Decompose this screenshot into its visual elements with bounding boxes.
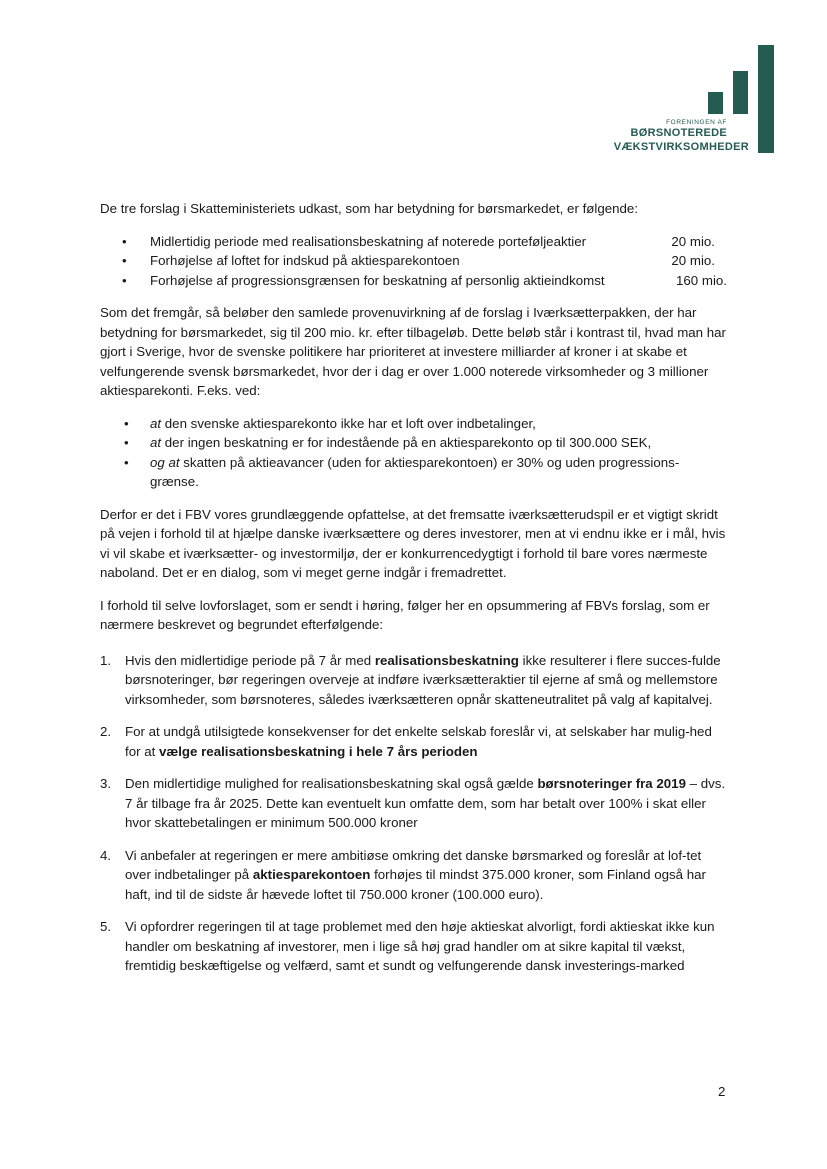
item-number: 2. <box>100 724 112 739</box>
logo-line-1: FORENINGEN AF <box>666 119 727 126</box>
item-bold: vælge realisationsbeskatning i hele 7 års perioden <box>159 743 478 759</box>
emphasis: at <box>150 415 162 431</box>
emphasis: og at <box>150 454 180 470</box>
bullet-icon: • <box>124 454 129 470</box>
proposal-amount: 160 mio. <box>676 272 727 288</box>
proposal-list <box>100 232 727 291</box>
intro-paragraph: De tre forslag i Skatteministeriets udkast, som har betydning for børsmarkedet, er følgende: <box>100 201 639 216</box>
sweden-item <box>100 414 727 434</box>
recommendation-item <box>100 917 727 976</box>
fbv-logo <box>612 44 777 156</box>
page-number: 2 <box>718 1084 726 1099</box>
logo-bar-1 <box>708 92 723 114</box>
proposal-text: Forhøjelse af loftet for indskud på aktiesparekontoen <box>150 253 460 268</box>
sweden-paragraph: Som det fremgår, så beløber den samlede provenuvirkning af de forslag i Iværksætterpakken, der har betydning for børsmarkedet, sig til 200 mio. kr. efter tilbageløb. Dette beløb står i kontrast til, hvad man har gjort i Sverige, hvor de svenske politikere har prioriteret at investere milliarder af kroner i at skabe et velfungerende svensk børsmarkedet, hvor der i dag er over 1.000 noterede virksomheder og 3 millioner aktiesparekonti. F.eks. ved: <box>100 305 726 398</box>
proposal-amount: 20 mio. <box>671 253 715 268</box>
proposal-text: Midlertidig periode med realisationsbeskatning af noterede porteføljeaktier <box>150 233 587 249</box>
recommendation-list <box>100 651 727 976</box>
item-bold: børsnoteringer fra 2019 <box>537 776 686 791</box>
fbv-opinion-paragraph: Derfor er det i FBV vores grundlæggende opfattelse, at det fremsatte iværksætterudspil er et vigtigt skridt på vejen i forhold til at hjælpe danske iværksættere og deres investorer, men at vi endnu ikke er i mål, hvis vi vil skabe et iværksætter- og investormiljø, der er konkurrencedygtigt i forhold til bare vores nærmeste naboland. Det er en dialog, som vi meget gerne indgår i fremadrettet. <box>100 506 726 580</box>
item-text-after: forhøjes til mindst 375.000 kroner, som Finland også har haft, ind til de sidste år hævede loftet til 750.000 kroner (100.000 euro). <box>125 867 706 902</box>
bullet-icon: • <box>122 272 127 288</box>
sweden-text: skatten på aktieavancer (uden for aktiesparekontoen) er 30% og uden progressions-grænse. <box>150 454 680 489</box>
item-text: Vi opfordrer regeringen til at tage problemet med den høje aktieskat alvorligt, fordi aktieskat ikke kun handler om beskatning af investorer, men i lige så høj grad handler om at sikre kapital til vækst, fremtidig beskæftigelse og velfærd, samt et sundt og velfungerende dansk investerings-marked <box>125 919 715 973</box>
item-text-after: ikke resulterer i flere succes-fulde børsnoteringer, bør regeringen overveje at indføre iværksætteraktier til ejerne af små og mellemstore virksomheder, som børsnoteres, således iværksætteren opnår skatteneutralitet på valg af kapitalvej. <box>125 652 721 707</box>
item-text-after: – dvs. 7 år tilbage fra år 2025. Dette kan eventuelt kun omfatte dem, som har betalt over 100% i skat eller hvor skattebetalingen er minimum 500.000 kroner <box>125 776 726 830</box>
item-text: Vi anbefaler at regeringen er mere ambitiøse omkring det danske børsmarked og foreslår at lof-tet over indbetalinger på <box>125 847 702 882</box>
item-bold: realisationsbeskatning <box>374 652 519 668</box>
proposal-item <box>100 271 727 291</box>
sweden-text: den svenske aktiesparekonto ikke har et loft over indbetalinger, <box>161 415 536 431</box>
recommendation-item <box>100 846 727 905</box>
item-number: 1. <box>100 652 112 668</box>
logo-line-3: VÆKSTVIRKSOMHEDER <box>613 141 749 153</box>
document-body <box>100 199 727 989</box>
item-text: Hvis den midlertidige periode på 7 år med <box>125 652 375 668</box>
sweden-list <box>100 414 727 492</box>
recommendation-item <box>100 651 727 710</box>
proposal-item <box>100 232 727 252</box>
bullet-icon: • <box>122 233 127 249</box>
logo-line-2: BØRSNOTEREDE <box>630 127 727 139</box>
item-number: 4. <box>100 847 112 863</box>
sweden-text: der ingen beskatning er for indestående på en aktiesparekonto op til 300.000 SEK, <box>161 435 652 450</box>
item-number: 3. <box>100 776 112 791</box>
item-text: Den midlertidige mulighed for realisationsbeskatning skal også gælde <box>125 776 538 791</box>
item-number: 5. <box>100 919 112 934</box>
logo-bar-2 <box>733 71 748 114</box>
item-text: For at undgå utilsigtede konsekvenser for det enkelte selskab foreslår vi, at selskaber har mulig-hed for at <box>125 724 712 759</box>
bullet-icon: • <box>124 435 129 450</box>
bullet-icon: • <box>122 253 127 268</box>
recommendation-item <box>100 774 727 833</box>
bullet-icon: • <box>124 415 129 431</box>
logo-bar-3 <box>758 45 774 153</box>
emphasis: at <box>150 435 162 450</box>
recommendation-item <box>100 722 727 761</box>
proposal-text: Forhøjelse af progressionsgrænsen for beskatning af personlig aktieindkomst <box>150 272 605 288</box>
sweden-item <box>100 433 727 453</box>
item-bold: aktiesparekontoen <box>252 867 371 882</box>
proposal-item <box>100 251 727 271</box>
sweden-item <box>100 453 727 492</box>
proposal-amount: 20 mio. <box>671 233 715 249</box>
summary-intro-paragraph: I forhold til selve lovforslaget, som er sendt i høring, følger her en opsummering af FBVs forslag, som er nærmere beskrevet og begrundet efterfølgende: <box>100 597 710 632</box>
